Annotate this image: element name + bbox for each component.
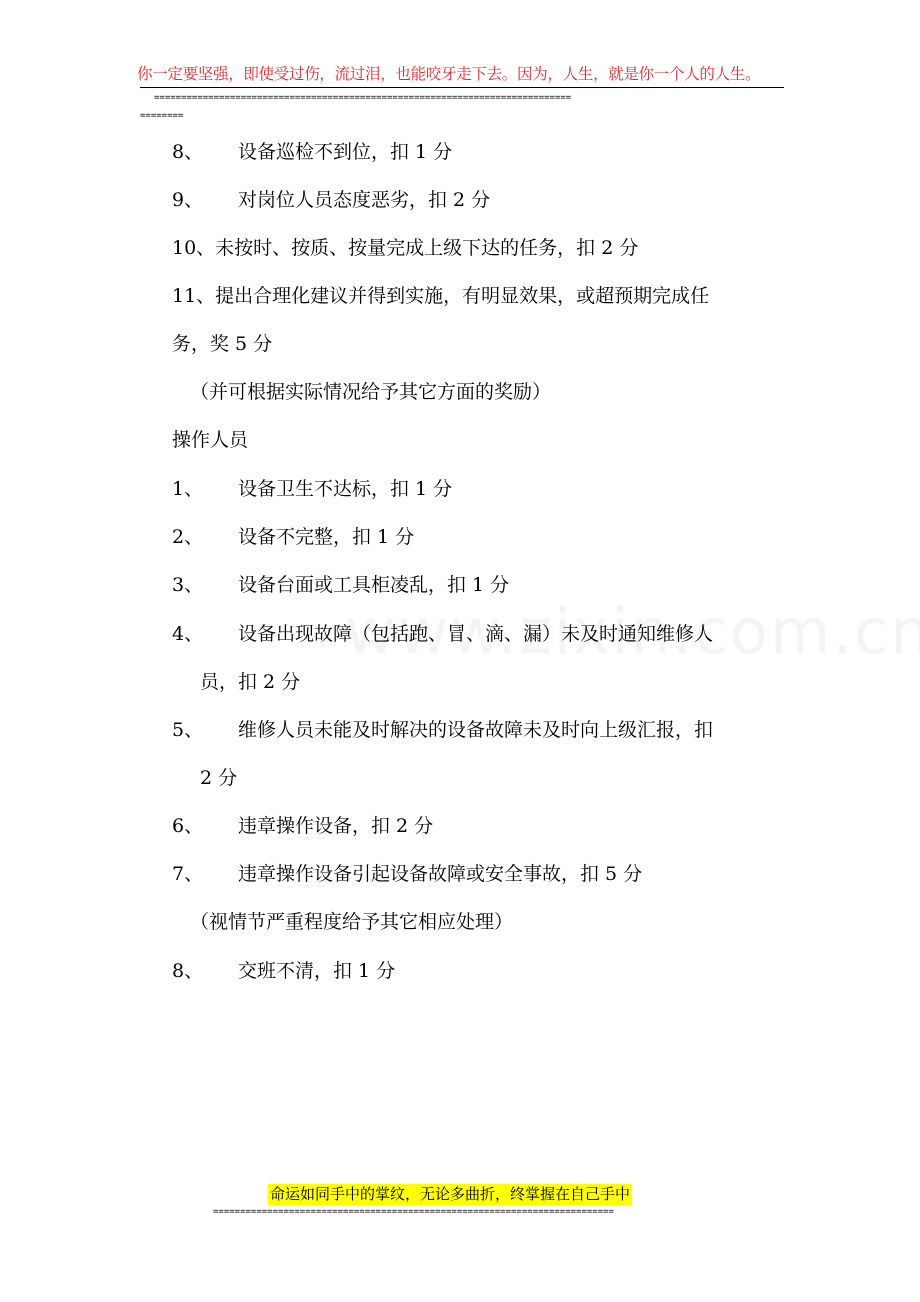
list-item xyxy=(172,717,713,743)
note: （并可根据实际情况给予其它方面的奖励） xyxy=(190,381,552,403)
item-number: 9、 xyxy=(172,189,204,211)
item-number: 8、 xyxy=(172,141,204,163)
item-text: 违章操作设备引起设备故障或安全事故，扣 5 分 xyxy=(238,863,643,885)
footer-motto: 命运如同手中的掌纹，无论多曲折，终掌握在自己手中 xyxy=(270,1185,631,1203)
header-equals-line: ============================================================================= xyxy=(154,93,572,103)
footer-equals-line: ========================================================================== xyxy=(213,1207,614,1217)
item-number: 1、 xyxy=(172,478,204,500)
item-text: 交班不清，扣 1 分 xyxy=(238,960,396,982)
list-item xyxy=(172,861,642,887)
list-item xyxy=(172,139,452,165)
list-item xyxy=(172,621,713,647)
item-text: 违章操作设备，扣 2 分 xyxy=(238,815,434,837)
item-number: 4、 xyxy=(172,623,204,645)
item-number: 2、 xyxy=(172,526,204,548)
item-text: 设备巡检不到位，扣 1 分 xyxy=(238,141,453,163)
item-number: 7、 xyxy=(172,863,204,885)
list-item xyxy=(172,187,490,213)
list-item: 10、未按时、按质、按量完成上级下达的任务，扣 2 分 xyxy=(172,237,639,259)
list-item xyxy=(172,572,509,598)
item-text: 设备台面或工具柜凌乱，扣 1 分 xyxy=(238,574,510,596)
list-item: 11、提出合理化建议并得到实施，有明显效果，或超预期完成任 xyxy=(172,285,710,307)
item-number: 5、 xyxy=(172,719,204,741)
item-text: 设备不完整，扣 1 分 xyxy=(238,526,415,548)
item-text: 设备出现故障（包括跑、冒、滴、漏）未及时通知维修人 xyxy=(238,623,714,645)
list-item xyxy=(172,476,452,502)
header-rule xyxy=(140,87,784,88)
item-number: 6、 xyxy=(172,815,204,837)
item-text: 对岗位人员态度恶劣，扣 2 分 xyxy=(238,189,491,211)
item-number: 8、 xyxy=(172,960,204,982)
list-item xyxy=(172,813,433,839)
list-item-continuation: 2 分 xyxy=(200,767,238,789)
list-item xyxy=(172,524,414,550)
header-equals-line-short: ======== xyxy=(140,111,184,121)
list-item-continuation: 员，扣 2 分 xyxy=(200,671,301,693)
header-motto: 你一定要坚强，即使受过伤，流过泪，也能咬牙走下去。因为，人生，就是你一个人的人生。 xyxy=(137,65,761,83)
item-text: 维修人员未能及时解决的设备故障未及时向上级汇报，扣 xyxy=(238,719,714,741)
item-number: 3、 xyxy=(172,574,204,596)
list-item xyxy=(172,958,395,984)
item-text: 设备卫生不达标，扣 1 分 xyxy=(238,478,453,500)
list-item-continuation: 务，奖 5 分 xyxy=(172,333,273,355)
note: （视情节严重程度给予其它相应处理） xyxy=(190,911,514,933)
section-title: 操作人员 xyxy=(172,429,249,451)
